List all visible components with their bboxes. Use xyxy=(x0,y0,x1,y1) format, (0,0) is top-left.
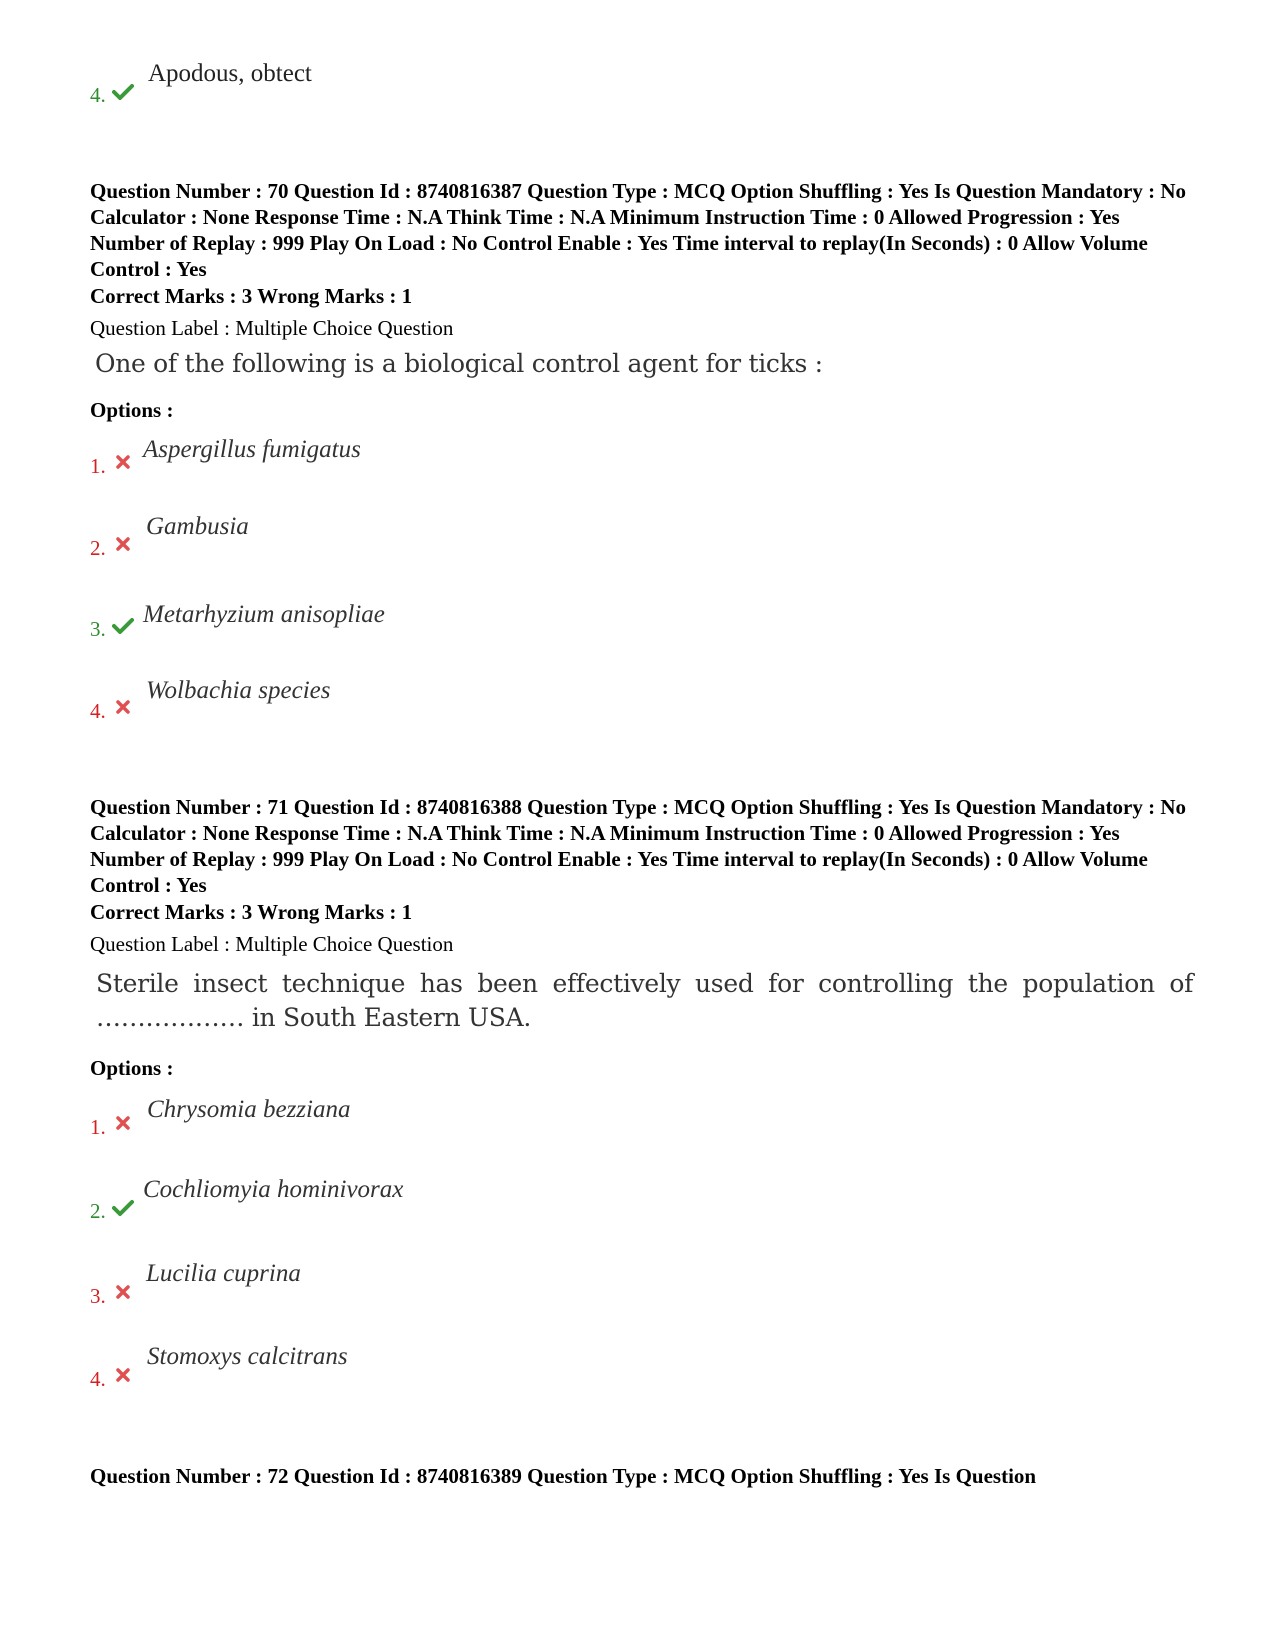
option-text: Stomoxys calcitrans xyxy=(147,1343,348,1370)
correct-check-icon xyxy=(112,1200,132,1214)
question-marks: Correct Marks : 3 Wrong Marks : 1 xyxy=(90,284,413,308)
question-label: Question Label : Multiple Choice Question xyxy=(90,932,454,956)
option-text: Lucilia cuprina xyxy=(146,1260,301,1287)
wrong-cross-icon xyxy=(116,455,130,469)
option-text: Cochliomyia hominivorax xyxy=(143,1176,404,1203)
option-text: Apodous, obtect xyxy=(148,60,312,87)
question-text: One of the following is a biological control agent for ticks : xyxy=(95,349,823,378)
question-meta: Question Number : 70 Question Id : 8740816387 Question Type : MCQ Option Shuffling : Yes Is Question Mandatory : No Calculator : None Response Time : N.A Think Time : N.A Minimum Instruction Time : 0 Allowed Progression : Yes Number of Replay : 999 Play On Load : No Control Enable : Yes Time interval to replay(In Seconds) : 0 Allow Volume Control : Yes xyxy=(90,179,1186,281)
wrong-cross-icon xyxy=(116,1116,130,1130)
wrong-cross-icon xyxy=(116,1285,130,1299)
wrong-cross-icon xyxy=(116,537,130,551)
question-text-line-2: ……………… in South Eastern USA. xyxy=(96,1003,531,1032)
option-text: Chrysomia bezziana xyxy=(147,1096,351,1123)
question-marks: Correct Marks : 3 Wrong Marks : 1 xyxy=(90,900,413,924)
question-meta: Question Number : 72 Question Id : 8740816389 Question Type : MCQ Option Shuffling : Yes Is Question xyxy=(90,1464,1037,1488)
correct-check-icon xyxy=(112,84,132,98)
option-text: Wolbachia species xyxy=(146,677,331,704)
option-text: Metarhyzium anisopliae xyxy=(143,601,385,628)
option-text: Aspergillus fumigatus xyxy=(143,436,361,463)
option-number: 3. xyxy=(90,617,106,641)
question-meta: Question Number : 71 Question Id : 8740816388 Question Type : MCQ Option Shuffling : Yes Is Question Mandatory : No Calculator : None Response Time : N.A Think Time : N.A Minimum Instruction Time : 0 Allowed Progression : Yes Number of Replay : 999 Play On Load : No Control Enable : Yes Time interval to replay(In Seconds) : 0 Allow Volume Control : Yes xyxy=(90,795,1186,897)
question-text-line-1: Sterile insect technique has been effectively used for controlling the population of xyxy=(96,969,1194,998)
question-label: Question Label : Multiple Choice Question xyxy=(90,316,454,340)
correct-check-icon xyxy=(112,618,132,632)
option-number: 3. xyxy=(90,1284,106,1308)
option-number: 4. xyxy=(90,699,106,723)
option-number: 2. xyxy=(90,536,106,560)
option-number: 1. xyxy=(90,454,106,478)
option-number: 4. xyxy=(90,83,106,107)
options-heading: Options : xyxy=(90,1056,174,1080)
wrong-cross-icon xyxy=(116,1368,130,1382)
wrong-cross-icon xyxy=(116,700,130,714)
option-text: Gambusia xyxy=(146,513,249,540)
option-number: 1. xyxy=(90,1115,106,1139)
option-number: 4. xyxy=(90,1367,106,1391)
options-heading: Options : xyxy=(90,398,174,422)
option-number: 2. xyxy=(90,1199,106,1223)
